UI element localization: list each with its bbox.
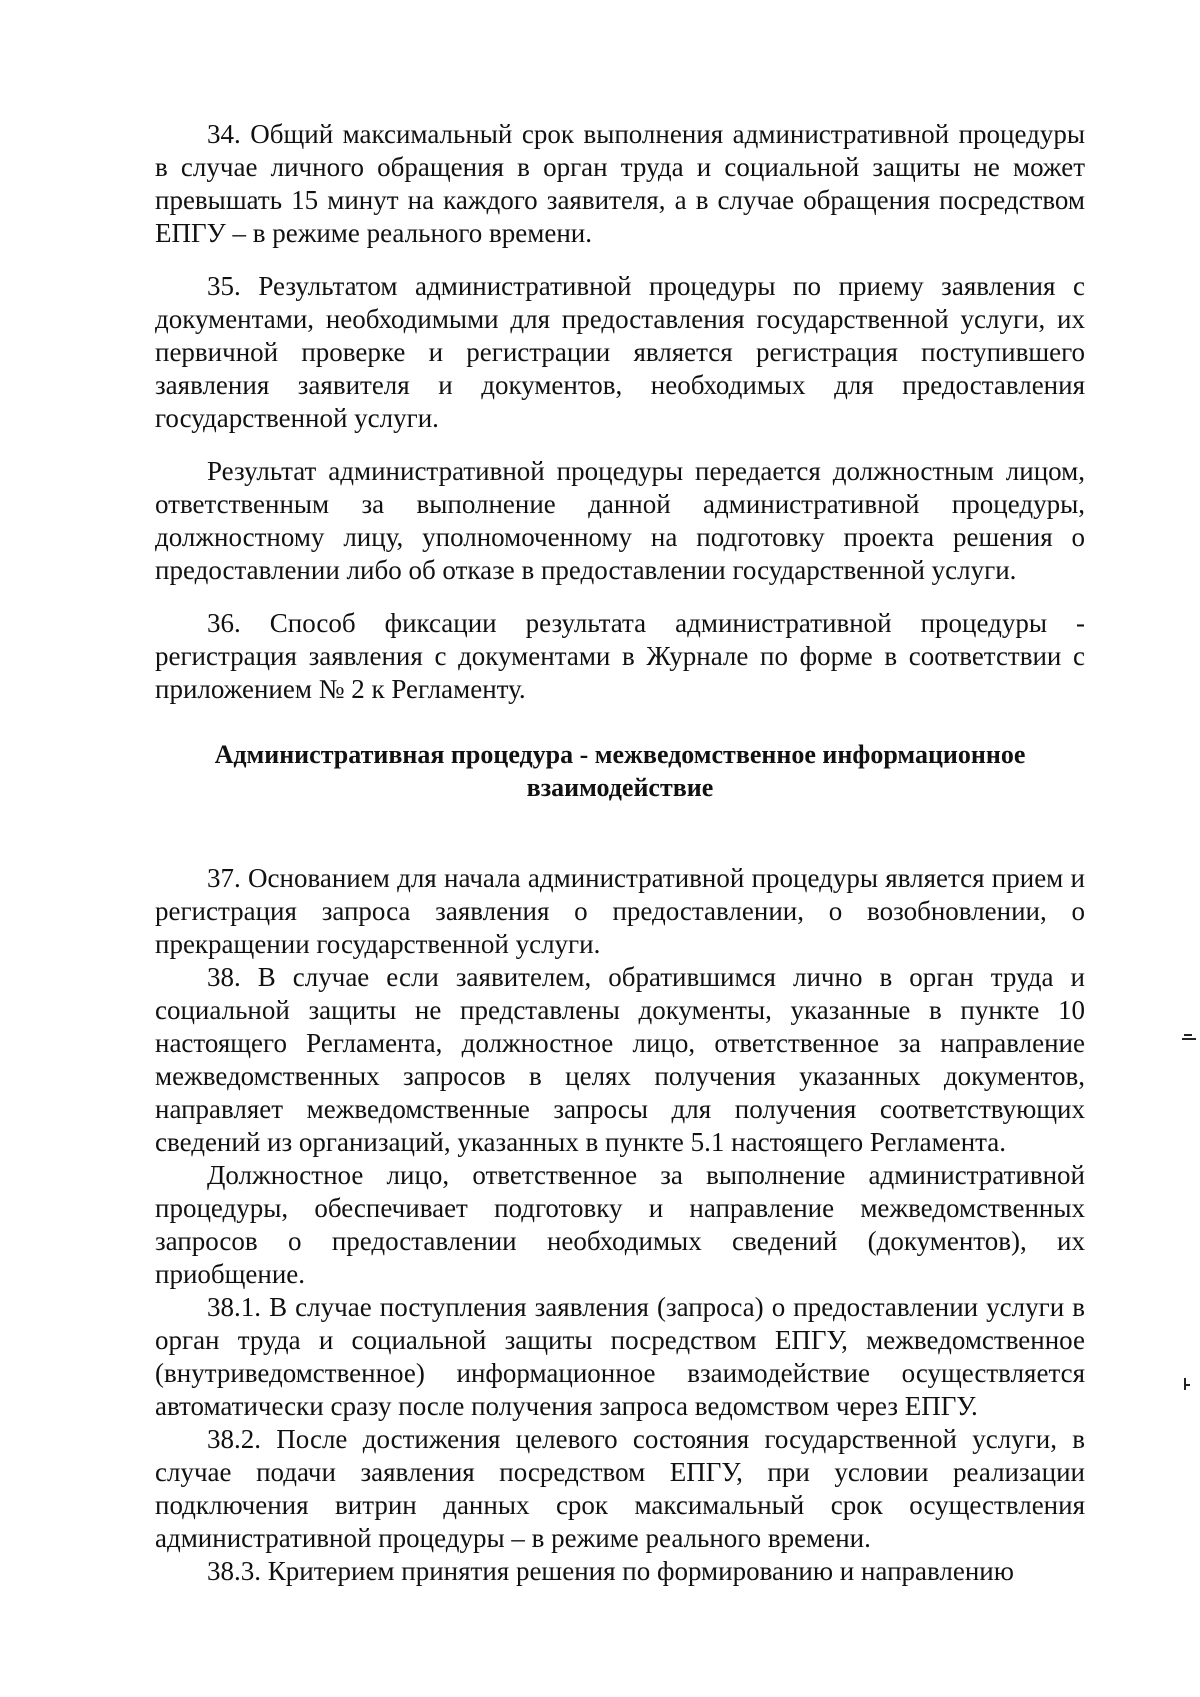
scan-artifact-mark bbox=[1184, 1384, 1190, 1386]
paragraph-38: 38. В случае если заявителем, обратившимся лично в орган труда и социальной защиты не представлены документы, указанные в пункте 10 настоящего Регламента, должностное лицо, ответственное за направление межведомственных запросов в целях получения указанных документов, направляет межведомственные запросы для получения соответствующих сведений из организаций, указанных в пункте 5.1 настоящего Регламента. bbox=[155, 962, 1085, 1157]
paragraph-34: 34. Общий максимальный срок выполнения административной процедуры в случае личного обращения в орган труда и социальной защиты не может превышать 15 минут на каждого заявителя, а в случае обращения посредством ЕПГУ – в режиме реального времени. bbox=[155, 119, 1085, 248]
paragraph-35-result: Результат административной процедуры передается должностным лицом, ответственным за выполнение данной административной процедуры, должностному лицу, уполномоченному на подготовку проекта решения о предоставлении либо об отказе в предоставлении государственной услуги. bbox=[155, 456, 1085, 585]
paragraph-38-3: 38.3. Критерием принятия решения по формированию и направлению bbox=[207, 1556, 1014, 1586]
paragraph-38-2: 38.2. После достижения целевого состояния государственной услуги, в случае подачи заявления посредством ЕПГУ, при условии реализации подключения витрин данных срок максимальный срок осуществления административной процедуры – в режиме реального времени. bbox=[155, 1424, 1085, 1553]
document-body bbox=[155, 118, 1085, 1588]
paragraph-37: 37. Основанием для начала административной процедуры является прием и регистрация запроса заявления о предоставлении, о возобновлении, о прекращении государственной услуги. bbox=[155, 863, 1085, 959]
scan-artifact-mark bbox=[1184, 1034, 1192, 1036]
paragraph-38-official: Должностное лицо, ответственное за выполнение административной процедуры, обеспечивает подготовку и направление межведомственных запросов о предоставлении необходимых сведений (документов), их приобщение. bbox=[155, 1160, 1085, 1289]
paragraph-36: 36. Способ фиксации результата административной процедуры - регистрация заявления с документами в Журнале по форме в соответствии с приложением № 2 к Регламенту. bbox=[155, 608, 1085, 704]
paragraph-38-1: 38.1. В случае поступления заявления (запроса) о предоставлении услуги в орган труда и социальной защиты посредством ЕПГУ, межведомственное (внутриведомственное) информационное взаимодействие осуществляется автоматически сразу после получения запроса ведомством через ЕПГУ. bbox=[155, 1292, 1085, 1421]
paragraph-35: 35. Результатом административной процедуры по приему заявления с документами, необходимыми для предоставления государственной услуги, их первичной проверке и регистрации является регистрация поступившего заявления заявителя и документов, необходимых для предоставления государственной услуги. bbox=[155, 271, 1085, 433]
scan-artifact-mark bbox=[1182, 1038, 1196, 1040]
section-heading: Административная процедура - межведомственное информационное взаимодействие bbox=[214, 740, 1026, 802]
